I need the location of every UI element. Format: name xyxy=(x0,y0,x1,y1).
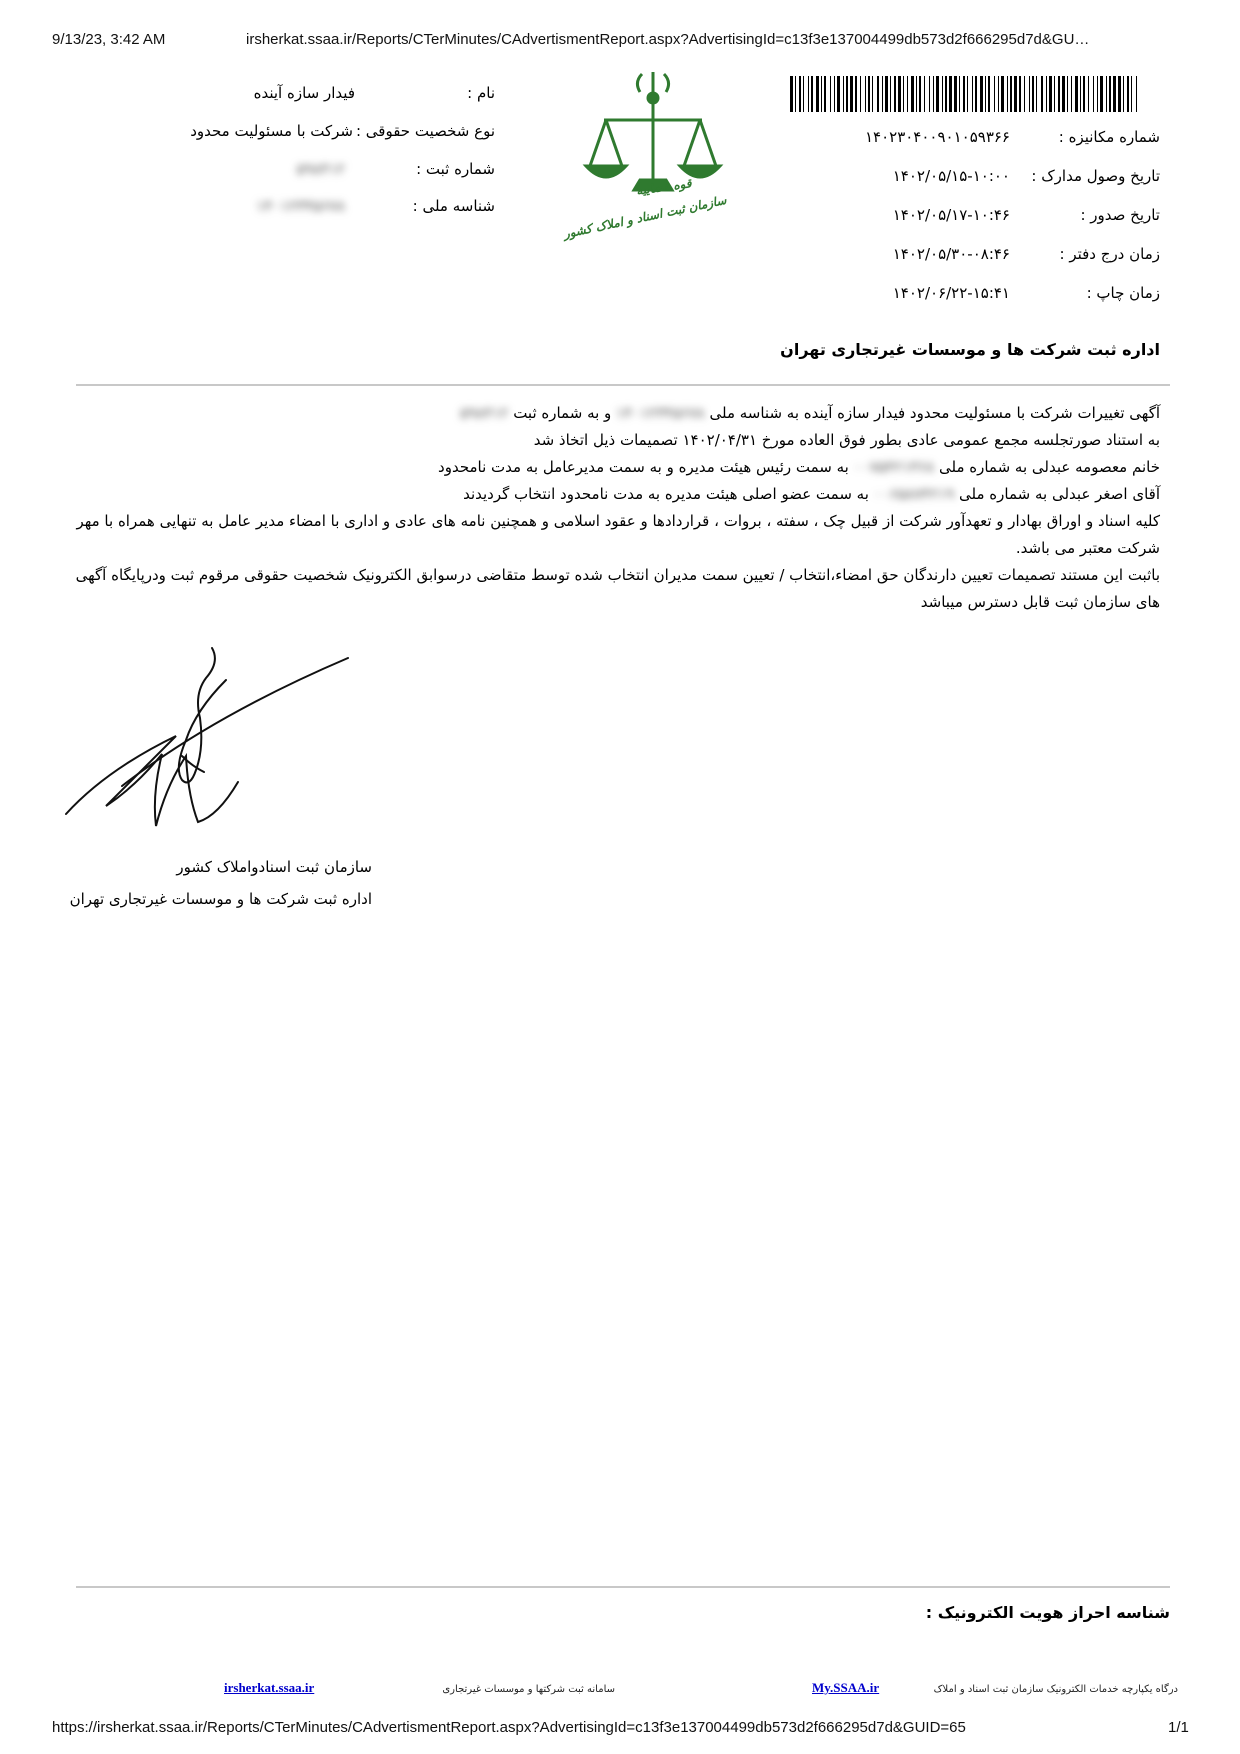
meta-value-mechanized: ۱۴۰۲۳۰۴۰۰۹۰۱۰۵۹۳۶۶ xyxy=(864,128,1010,146)
barcode-bar xyxy=(963,76,965,112)
barcode-bar xyxy=(1100,76,1103,112)
notice-line-1-text-b: و به شماره ثبت xyxy=(513,404,612,422)
barcode-bar xyxy=(830,76,831,112)
barcode-bar xyxy=(967,76,968,112)
barcode-bar xyxy=(959,76,960,112)
signature xyxy=(62,646,362,846)
barcode-bar xyxy=(911,76,914,112)
barcode-bar xyxy=(936,76,939,112)
barcode-bar xyxy=(816,76,819,112)
barcode-bar xyxy=(803,76,804,112)
barcode-bar xyxy=(1062,76,1065,112)
meta-label-issued: تاریخ صدور : xyxy=(1080,206,1160,224)
header-divider xyxy=(76,384,1170,386)
notice-line-3-text: خانم معصومه عبدلی به شماره ملی xyxy=(938,458,1160,476)
barcode-bar xyxy=(1106,76,1107,112)
notice-para-6: باثبت این مستند تصمیمات تعیین دارندگان حق امضاء،انتخاب / تعیین سمت مدیران انتخاب شده توسط متقاضی درسوابق الکترونیک شخصیت حقوقی مرقوم ثبت ودرپایگاه آگهی های سازمان ثبت قابل دسترس میباشد xyxy=(75,566,1160,611)
judiciary-logo xyxy=(562,68,740,250)
barcode-bar xyxy=(1109,76,1111,112)
reg-number-value: ۵۹۸۴۱۲ xyxy=(296,160,345,178)
barcode-bar xyxy=(885,76,888,112)
barcode-graphic xyxy=(790,76,1138,112)
barcode xyxy=(790,76,1138,112)
barcode-bar xyxy=(1131,76,1132,112)
barcode-bar xyxy=(811,76,813,112)
barcode-bar xyxy=(1080,76,1081,112)
company-type-value: شرکت با مسئولیت محدود xyxy=(190,122,353,140)
meta-label-received: تاریخ وصول مدارک : xyxy=(1031,167,1160,185)
barcode-bar xyxy=(988,76,990,112)
national-id-label: شناسه ملی : xyxy=(412,197,495,215)
barcode-bar xyxy=(1113,76,1116,112)
barcode-bar xyxy=(980,76,983,112)
footer-divider xyxy=(76,1586,1170,1588)
portal-text: درگاه یکپارچه خدمات الکترونیک سازمان ثبت اسناد و املاک xyxy=(933,1684,1178,1695)
system-link[interactable]: irsherkat.ssaa.ir xyxy=(224,1680,315,1695)
meta-label-recorded: زمان درج دفتر : xyxy=(1059,245,1160,263)
office-title: اداره ثبت شرکت ها و موسسات غیرتجاری تهران xyxy=(780,340,1160,359)
company-type-label: نوع شخصیت حقوقی : xyxy=(355,122,495,140)
barcode-bar xyxy=(1071,76,1072,112)
signature-org: سازمان ثبت اسنادواملاک کشور xyxy=(176,858,372,876)
barcode-bar xyxy=(972,76,973,112)
notice-line-3-text-b: به سمت رئیس هیئت مدیره و به سمت مدیرعامل به مدت نامحدود xyxy=(438,458,849,476)
notice-director-id-redacted: ۰۰۷۵۴۲۱۳۶۸ xyxy=(853,458,935,476)
barcode-bar xyxy=(795,76,796,112)
signature-office: اداره ثبت شرکت ها و موسسات غیرتجاری تهران xyxy=(69,890,372,908)
barcode-bar xyxy=(1036,76,1037,112)
barcode-bar xyxy=(846,76,848,112)
barcode-bar xyxy=(1097,76,1098,112)
notice-para-5: کلیه اسناد و اوراق بهادار و تعهدآور شرکت از قبیل چک ، سفته ، بروات ، قراردادها و عقود اسلامی و همچنین نامه های عادی و اداری با امضاء مدیر عامل به تنهایی همراه با مهر شرکت معتبر می باشد. xyxy=(76,512,1160,557)
meta-label-mechanized: شماره مکانیزه : xyxy=(1058,128,1160,146)
notice-national-id-redacted: ۱۴۰۱۲۳۴۵۶۷۸ xyxy=(616,404,705,422)
notice-line-2: به استناد صورتجلسه مجمع عمومی عادی بطور فوق العاده مورخ ۱۴۰۲/۰۴/۳۱ تصمیمات ذیل اتخاذ شد xyxy=(533,431,1160,449)
barcode-bar xyxy=(1049,76,1052,112)
notice-line-4 xyxy=(70,481,1160,508)
signature-graphic xyxy=(62,646,362,846)
reg-number-label: شماره ثبت : xyxy=(416,160,495,178)
barcode-bar xyxy=(1046,76,1047,112)
barcode-bar xyxy=(919,76,921,112)
barcode-bar xyxy=(924,76,925,112)
barcode-bar xyxy=(872,76,873,112)
barcode-bar xyxy=(890,76,891,112)
logo-bottom-text: سازمان ثبت اسناد و املاک کشور xyxy=(562,192,728,242)
barcode-bar xyxy=(1001,76,1004,112)
meta-label-printed: زمان چاپ : xyxy=(1086,284,1160,302)
company-name-value: فیدار سازه آینده xyxy=(253,84,355,102)
barcode-bar xyxy=(998,76,999,112)
barcode-bar xyxy=(790,76,793,112)
barcode-bar xyxy=(882,76,883,112)
eid-label: شناسه احراز هویت الکترونیک : xyxy=(925,1603,1170,1622)
barcode-bar xyxy=(837,76,840,112)
barcode-bar xyxy=(865,76,866,112)
barcode-bar xyxy=(808,76,809,112)
barcode-bar xyxy=(894,76,896,112)
barcode-bar xyxy=(1118,76,1121,112)
barcode-bar xyxy=(994,76,995,112)
barcode-bar xyxy=(1136,76,1137,112)
notice-line-3 xyxy=(70,454,1160,481)
barcode-bar xyxy=(1007,76,1008,112)
barcode-bar xyxy=(850,76,853,112)
logo-top-text: قوه قضاییه xyxy=(635,176,693,198)
notice-line-1-text: آگهی تغییرات شرکت با مسئولیت محدود فیدار سازه آینده به شناسه ملی xyxy=(709,404,1160,422)
barcode-bar xyxy=(1083,76,1085,112)
barcode-bar xyxy=(1093,76,1094,112)
meta-value-printed: ۱۴۰۲/۰۶/۲۲-۱۵:۴۱ xyxy=(892,284,1010,302)
barcode-bar xyxy=(1019,76,1021,112)
print-page-count: 1/1 xyxy=(1168,1719,1189,1736)
barcode-bar xyxy=(916,76,917,112)
barcode-bar xyxy=(821,76,822,112)
barcode-bar xyxy=(903,76,904,112)
notice-member-id-redacted: ۰۰۶۵۸۷۴۲۱۹ xyxy=(873,485,955,503)
barcode-bar xyxy=(855,76,857,112)
notice-line-4-text: آقای اصغر عبدلی به شماره ملی xyxy=(959,485,1160,503)
barcode-bar xyxy=(907,76,908,112)
barcode-bar xyxy=(1029,76,1030,112)
barcode-bar xyxy=(954,76,957,112)
national-id-value: ۱۴۰۱۲۳۴۵۶۷۸ xyxy=(256,197,345,215)
barcode-bar xyxy=(799,76,801,112)
system-text: سامانه ثبت شرکتها و موسسات غیرتجاری xyxy=(442,1684,615,1695)
barcode-bar xyxy=(945,76,947,112)
print-url-header: irsherkat.ssaa.ir/Reports/CTerMinutes/CAdvertismentReport.aspx?AdvertisingId=c13f3e137004499db573d2f666295d7d&GU… xyxy=(246,31,1090,48)
company-name-label: نام : xyxy=(467,84,495,102)
barcode-bar xyxy=(1088,76,1089,112)
barcode-bar xyxy=(933,76,934,112)
barcode-bar xyxy=(834,76,835,112)
notice-line-1 xyxy=(70,400,1160,427)
barcode-bar xyxy=(1075,76,1078,112)
print-datetime: 9/13/23, 3:42 AM xyxy=(52,31,166,48)
barcode-bar xyxy=(1010,76,1012,112)
barcode-bar xyxy=(1067,76,1068,112)
meta-value-received: ۱۴۰۲/۰۵/۱۵-۱۰:۰۰ xyxy=(892,167,1010,185)
notice-line-4-text-b: به سمت عضو اصلی هیئت مدیره به مدت نامحدود انتخاب گردیدند xyxy=(463,485,869,503)
notice-body xyxy=(70,400,1160,616)
barcode-bar xyxy=(949,76,952,112)
barcode-bar xyxy=(1058,76,1060,112)
meta-value-issued: ۱۴۰۲/۰۵/۱۷-۱۰:۴۶ xyxy=(892,206,1010,224)
print-url-footer: https://irsherkat.ssaa.ir/Reports/CTerMinutes/CAdvertismentReport.aspx?AdvertisingId=c13f3e137004499db573d2f666295d7d&GUID=65 xyxy=(52,1719,966,1736)
barcode-bar xyxy=(929,76,930,112)
barcode-bar xyxy=(985,76,986,112)
barcode-bar xyxy=(1054,76,1055,112)
notice-reg-number-redacted: ۵۹۸۴۱۲ xyxy=(460,404,509,422)
portal-link[interactable]: My.SSAA.ir xyxy=(812,1680,880,1695)
barcode-bar xyxy=(843,76,844,112)
barcode-bar xyxy=(824,76,826,112)
barcode-bar xyxy=(1123,76,1124,112)
meta-value-recorded: ۱۴۰۲/۰۵/۳۰-۰۸:۴۶ xyxy=(892,245,1010,263)
barcode-bar xyxy=(860,76,861,112)
barcode-bar xyxy=(868,76,870,112)
barcode-bar xyxy=(1014,76,1017,112)
barcode-bar xyxy=(877,76,879,112)
barcode-bar xyxy=(1032,76,1034,112)
barcode-bar xyxy=(1024,76,1025,112)
barcode-bar xyxy=(1041,76,1043,112)
barcode-bar xyxy=(898,76,901,112)
barcode-bar xyxy=(942,76,943,112)
barcode-bar xyxy=(1127,76,1129,112)
barcode-bar xyxy=(975,76,977,112)
